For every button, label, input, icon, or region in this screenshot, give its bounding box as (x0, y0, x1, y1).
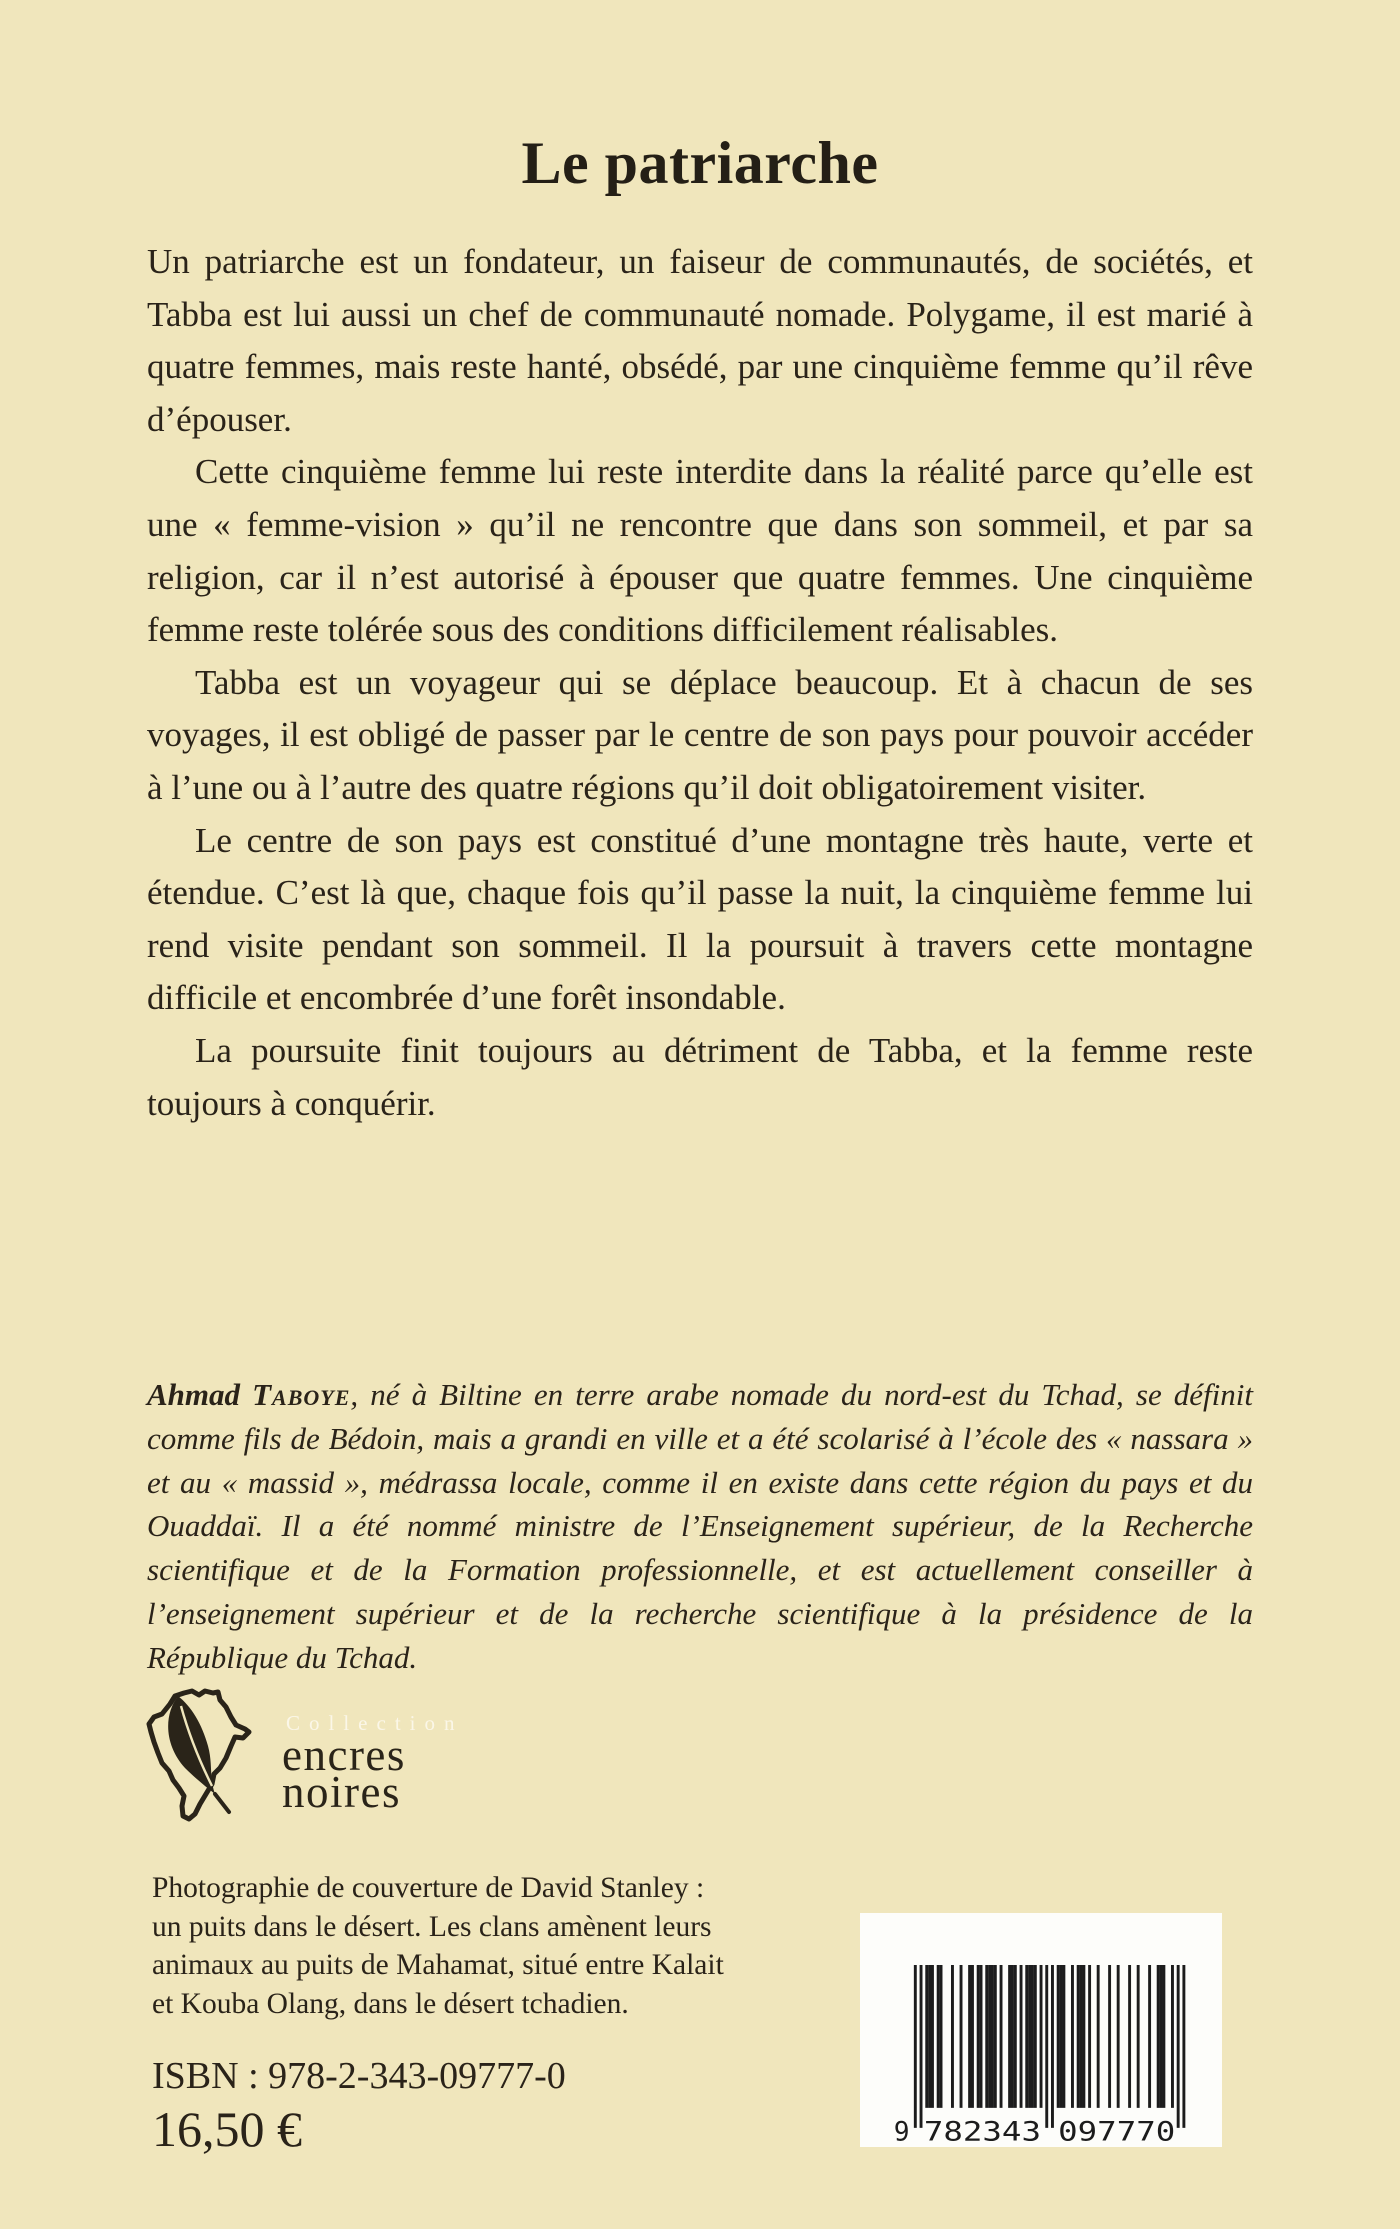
africa-feather-icon (138, 1680, 270, 1838)
barcode-digits: 782343 (923, 2117, 1041, 2145)
synopsis (147, 236, 1253, 1130)
synopsis-paragraph: La poursuite finit toujours au détriment de Tabba, et la femme reste toujours à conquérir. (147, 1030, 1253, 1123)
author-last-name: Taboye (252, 1377, 351, 1412)
barcode-panel (860, 1913, 1222, 2147)
synopsis-paragraph: Le centre de son pays est constitué d’une montagne très haute, verte et étendue. C’est là que, chaque fois qu’il passe la nuit, la cinquième femme lui rend visite pendant son sommeil. Il la poursuit à travers cette montagne difficile et encombrée d’une forêt insondable. (147, 820, 1253, 1018)
credit-line: animaux au puits de Mahamat, situé entre Kalait (152, 1949, 724, 1982)
credit-line: Photographie de couverture de David Stanley : (152, 1872, 705, 1904)
synopsis-paragraph: Un patriarche est un fondateur, un faiseur de communautés, de sociétés, et Tabba est lui aussi un chef de communauté nomade. Polygame, il est marié à quatre femmes, mais reste hanté, obsédé, par une cinquième femme qu’il rêve d’épouser. (147, 242, 1253, 439)
collection-label: Collection (286, 1711, 464, 1735)
publisher-name-line2: noires (282, 1767, 401, 1817)
price: 16,50 € (152, 2101, 302, 2157)
author-first-name: Ahmad (147, 1377, 253, 1412)
barcode-digits: 097770 (1058, 2117, 1176, 2145)
cover-photo-credit (152, 1869, 724, 2023)
credit-line: et Kouba Olang, dans le désert tchadien. (152, 1987, 629, 2020)
book-title: Le patriarche (521, 130, 879, 197)
synopsis-paragraph: Tabba est un voyageur qui se déplace beaucoup. Et à chacun de ses voyages, il est obligé de passer par le centre de son pays pour pouvoir accéder à l’une ou à l’autre des quatre régions qu’il doit obligatoirement visiter. (147, 662, 1253, 807)
author-bio (147, 1373, 1253, 1680)
author-bio-text: , né à Biltine en terre arabe nomade du nord-est du Tchad, se définit comme fils de Bédoin, mais a grandi en ville et a été scolarisé à l’école des « nassara » et au « massid », médrassa locale, comme il en existe dans cette région du pays et du Ouaddaï. Il a été nommé ministre de l’Enseignement supérieur, de la Recherche scientifique et de la Formation professionnelle, et est actuellement conseiller à l’enseignement supérieur et de la recherche scientifique à la présidence de la République du Tchad. (147, 1377, 1253, 1675)
ean13-barcode (891, 1965, 1191, 2145)
isbn-number: ISBN : 978-2-343-09777-0 (152, 2055, 566, 2097)
publisher-name-line1: encres (282, 1730, 406, 1780)
publisher-logotype (282, 1680, 464, 1817)
barcode-digits: 9 (893, 2117, 910, 2145)
credit-line: un puits dans le désert. Les clans amènent leurs (152, 1910, 712, 1943)
synopsis-paragraph: Cette cinquième femme lui reste interdite dans la réalité parce qu’elle est une « femme-vision » qu’il ne rencontre que dans son sommeil, et par sa religion, car il n’est autorisé à épouser que quatre femmes. Une cinquième femme reste tolérée sous des conditions difficilement réalisables. (147, 452, 1253, 650)
encres-noires-logo (138, 1680, 464, 1838)
